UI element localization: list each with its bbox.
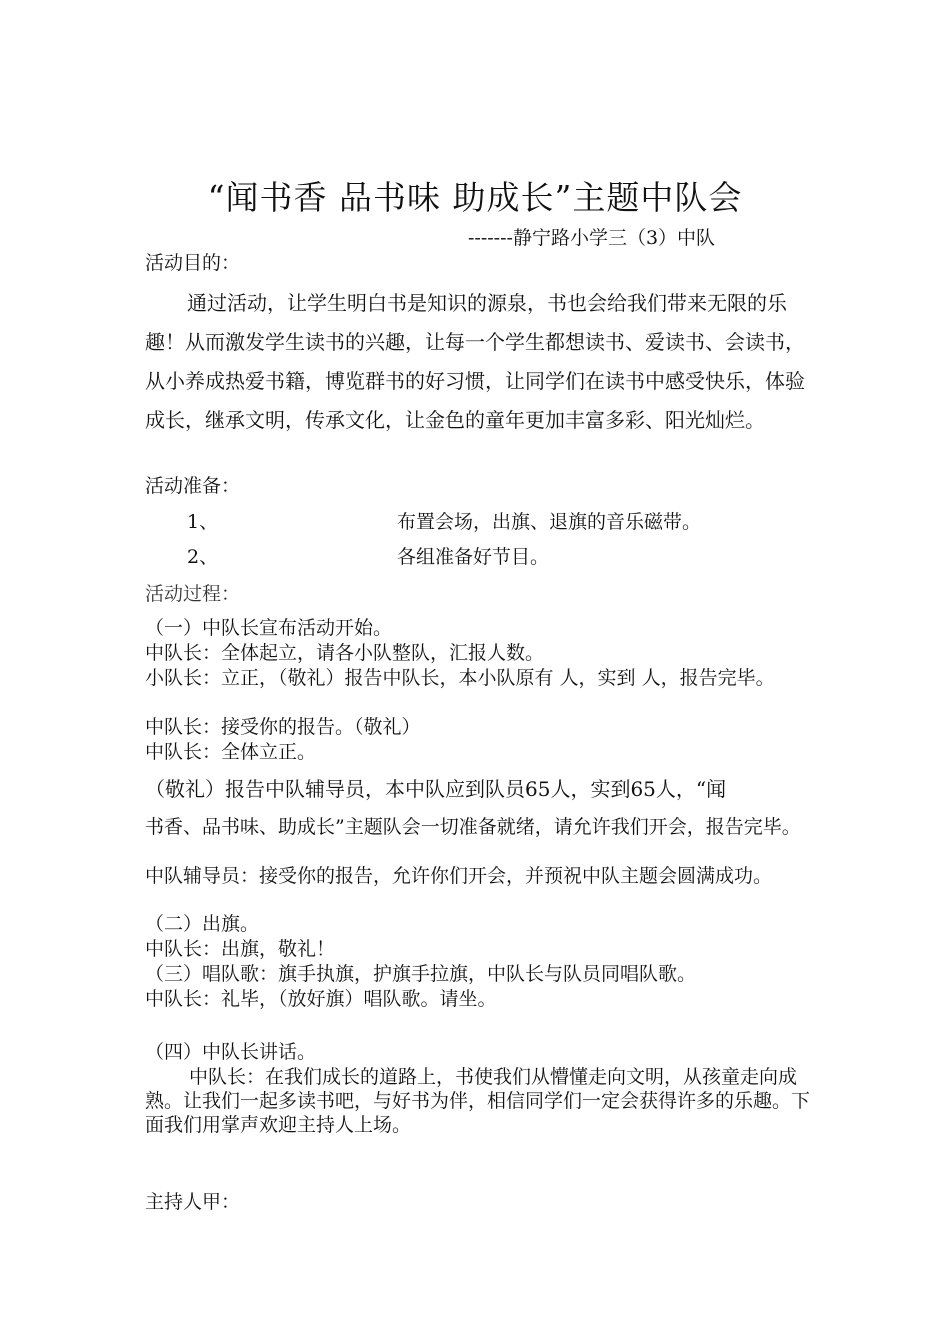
dialogue-line: 中队辅导员：接受你的报告，允许你们开会，并预祝中队主题会圆满成功。: [145, 865, 773, 887]
speech-paragraph: [145, 1065, 810, 1137]
dialogue-line: 书香、品书味、助成长”主题队会一切准备就绪，请允许我们开会，报告完毕。: [145, 816, 801, 838]
prep-item-2-number: 2、: [187, 546, 219, 568]
document-subtitle: -------静宁路小学三（3）中队: [468, 227, 716, 249]
process-heading: 活动过程：: [145, 583, 241, 605]
prep-item-2-text: 各组准备好节目。: [397, 546, 550, 568]
dialogue-line: （敬礼）报告中队辅导员，本中队应到队员65人，实到65人，“闻: [145, 777, 727, 801]
host-a-label: 主持人甲：: [145, 1191, 241, 1213]
step-3: （三）唱队歌：旗手执旗，护旗手拉旗，中队长与队员同唱队歌。: [145, 963, 697, 985]
dialogue-line: 中队长：全体起立，请各小队整队，汇报人数。: [145, 642, 545, 664]
dialogue-line: 小队长：立正，（敬礼）报告中队长，本小队原有 人，实到 人，报告完毕。: [145, 667, 775, 689]
dialogue-line: 中队长：礼毕，（放好旗）唱队歌。请坐。: [145, 988, 497, 1010]
step-4: （四）中队长讲话。: [145, 1041, 317, 1063]
speech-text: 中队长：在我们成长的道路上，书使我们从懵懂走向文明，从孩童走向成熟。让我们一起多读书吧，与好书为伴，相信同学们一定会获得许多的乐趣。下面我们用掌声欢迎主持人上场。: [145, 1066, 811, 1136]
purpose-paragraph: [145, 284, 815, 440]
purpose-heading: 活动目的：: [145, 252, 241, 274]
prep-item-1-number: 1、: [187, 511, 219, 533]
purpose-text: 通过活动，让学生明白书是知识的源泉，书也会给我们带来无限的乐趣！从而激发学生读书的兴趣，让每一个学生都想读书、爱读书、会读书，从小养成热爱书籍，博览群书的好习惯，让同学们在读书中感受快乐，体验成长，继承文明，传承文化，让金色的童年更加丰富多彩、阳光灿烂。: [145, 291, 805, 432]
step-2: （二）出旗。: [145, 913, 260, 935]
dialogue-line: 中队长：出旗，敬礼！: [145, 938, 336, 960]
dialogue-line: 中队长：接受你的报告。（敬礼）: [145, 716, 421, 738]
dialogue-line: 中队长：全体立正。: [145, 741, 317, 763]
prep-heading: 活动准备：: [145, 475, 241, 497]
step-1: （一）中队长宣布活动开始。: [145, 617, 393, 639]
document-title: “闻书香 品书味 助成长”主题中队会: [207, 178, 743, 217]
prep-item-1-text: 布置会场，出旗、退旗的音乐磁带。: [397, 511, 702, 533]
